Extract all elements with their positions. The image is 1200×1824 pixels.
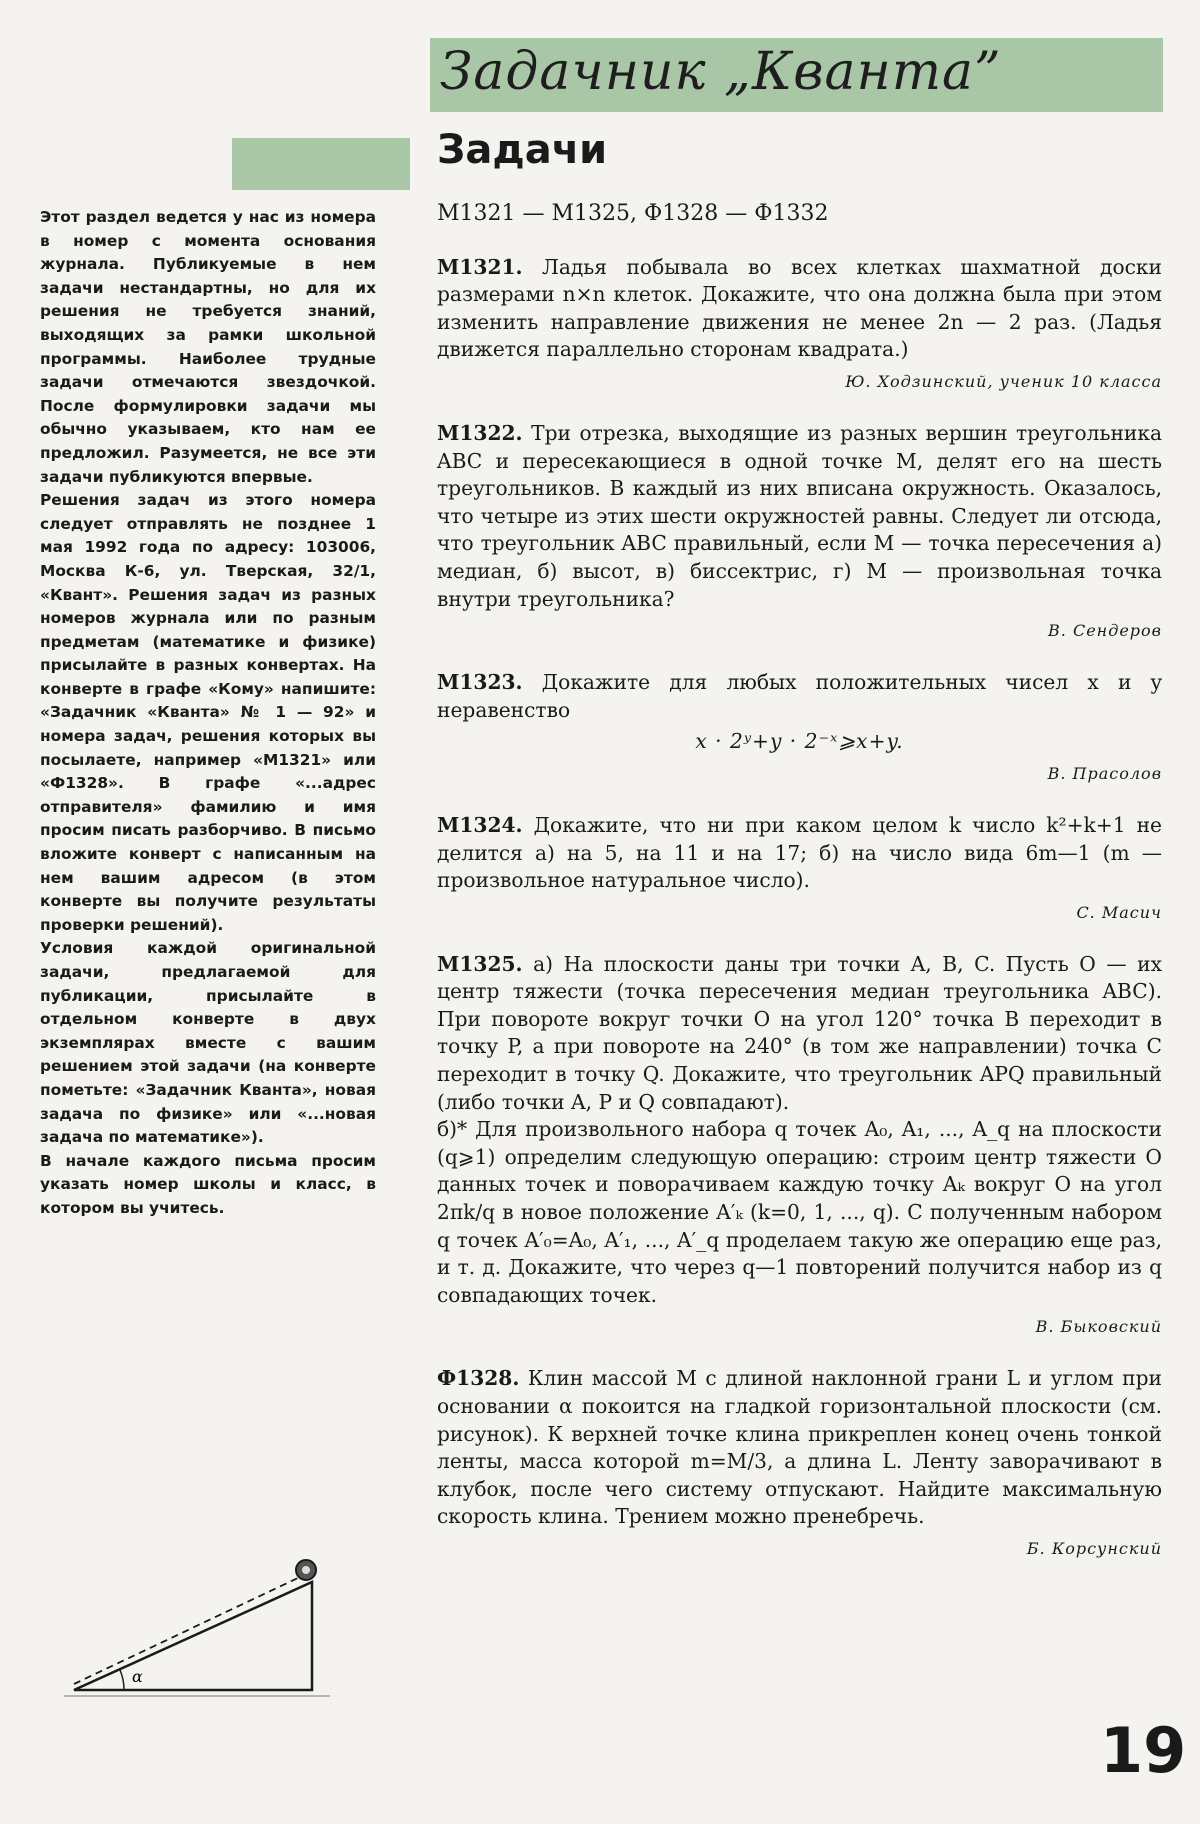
problem-f1328 [437,1365,1162,1561]
problem-text: Ладья побывала во всех клетках шахматной доски размерами n×n клеток. Докажите, что она должна была при этом изменить направление движения не менее 2n — 2 раз. (Ладья движется параллельно сторонам квадрата.) [437,254,1162,362]
page-number: 19 [1100,1714,1187,1787]
wedge [74,1582,312,1690]
wedge-figure [64,1540,330,1700]
problem-text: Три отрезка, выходящие из разных вершин треугольника ABC и пересекающиеся в одной точке M, делят его на шесть треугольников. В каждый из них вписана окружность. Оказалось, что четыре из этих шести окружностей равны. Следует ли отсюда, что треугольник ABC правильный, если M — точка пересечения а) медиан, б) высот, в) биссектрис, г) M — произвольная точка внутри треугольника? [437,420,1163,611]
sidebar-paragraph: Решения задач из этого номера следует отправлять не позднее 1 мая 1992 года по адресу: 103006, Москва К-6, ул. Тверская, 32/1, «Квант». Решения задач из разных номеров журнала или по разным предметам (математике и физике) присылайте в разных конвертах. На конверте в графе «Кому» напишите: «Задачник «Кванта» № 1 — 92» и номера задач, решения которых вы посылаете, например «М1321» или «Ф1328». В графе «...адрес отправителя» фамилию и имя просим писать разборчиво. В письмо вложите конверт с написанным на нем вашим адресом (в этом конверте вы получите результаты проверки решений). [40,491,376,934]
page-title: Задачи [437,127,608,173]
problem-formula: x · 2ʸ+y · 2⁻ˣ⩾x+y. [695,729,904,754]
sidebar-paragraph: Условия каждой оригинальной задачи, предлагаемой для публикации, присылайте в отдельном конверте в двух экземплярах вместе с вашим решением этой задачи (на конверте пометьте: «Задачник Кванта», новая задача по физике» или «...новая задача по математике»). [40,939,376,1147]
problem-text-b: б)* Для произвольного набора q точек A₀, A₁, ..., A_q на плоскости (q⩾1) определим следующую операцию: строим центр тяжести O данных точек и поворачиваем каждую точку Aₖ вокруг O на угол 2πk/q в новое положение A′ₖ (k=0, 1, ..., q). С полученным набором q точек A′₀=A₀, A′₁, ..., A′_q проделаем такую же операцию еще раз, и т. д. Докажите, что через q—1 повторений получится набор из q совпадающих точек. [437,1117,1162,1307]
problem-author: Ю. Ходзинский, ученик 10 класса [845,371,1162,391]
problem-id: М1321. [437,254,523,279]
problem-author: В. Быковский [1035,1317,1162,1337]
sidebar-info [40,206,376,1221]
problem-id: М1324. [437,812,523,837]
sidebar-paragraph: Этот раздел ведется у нас из номера в номер с момента основания журнала. Публикуемые в нем задачи нестандартны, но для их решения не требуется знаний, выходящих за рамки школьной программы. Наиболее трудные задачи отмечаются звездочкой. После формулировки задачи мы обычно указываем, кто нам ее предложил. Разумеется, не все эти задачи публикуются впервые. [40,208,376,486]
problem-text: Докажите для любых положительных чисел x и y неравенство [437,670,1162,722]
main-column [437,122,1162,1587]
problem-id: М1323. [437,670,523,695]
problem-id: М1322. [437,420,523,445]
angle-label: α [132,1667,143,1686]
ribbon-roll-core [302,1566,310,1574]
problem-text: а) На плоскости даны три точки A, B, C. Пусть O — их центр тяжести (точка пересечения медиан треугольника ABC). При повороте вокруг точки O на угол 120° точка B переходит в точку P, а при повороте на 240° (в том же направлении) точка C переходит в точку Q. Докажите, что треугольник APQ правильный (либо точки A, P и Q совпадают). [437,951,1162,1114]
problem-id: М1325. [437,951,523,976]
problem-m1324 [437,812,1162,925]
problem-range: М1321 — М1325, Ф1328 — Ф1332 [437,201,829,226]
problem-m1323 [437,669,1162,786]
problem-m1322 [437,420,1162,643]
section-script-title: Задачник „Кванта” [440,42,1002,102]
problem-author: Б. Корсунский [1026,1538,1162,1558]
problem-m1325 [437,951,1162,1340]
problem-author: С. Масич [1076,902,1162,922]
angle-arc [120,1670,124,1690]
problem-m1321 [437,254,1162,394]
ribbon-line [74,1576,302,1684]
sidebar-paragraph: В начале каждого письма просим указать номер школы и класс, в котором вы учитесь. [40,1151,376,1217]
problem-text: Клин массой M с длиной наклонной грани L и углом при основании α покоится на гладкой горизонтальной плоскости (см. рисунок). К верхней точке клина прикреплен конец очень тонкой ленты, масса которой m=M/3, а длина L. Ленту заворачивают в клубок, после чего систему отпускают. Найдите максимальную скорость клина. Трением можно пренебречь. [437,1366,1162,1529]
problem-author: В. Сендеров [1048,621,1162,641]
problem-text: Докажите, что ни при каком целом k число k²+k+1 не делится а) на 5, на 11 и на 17; б) на число вида 6m—1 (m — произвольное натуральное число). [437,812,1162,893]
problem-author: В. Прасолов [1047,763,1162,783]
sidebar-color-band [232,138,410,190]
problem-id: Ф1328. [437,1366,520,1391]
